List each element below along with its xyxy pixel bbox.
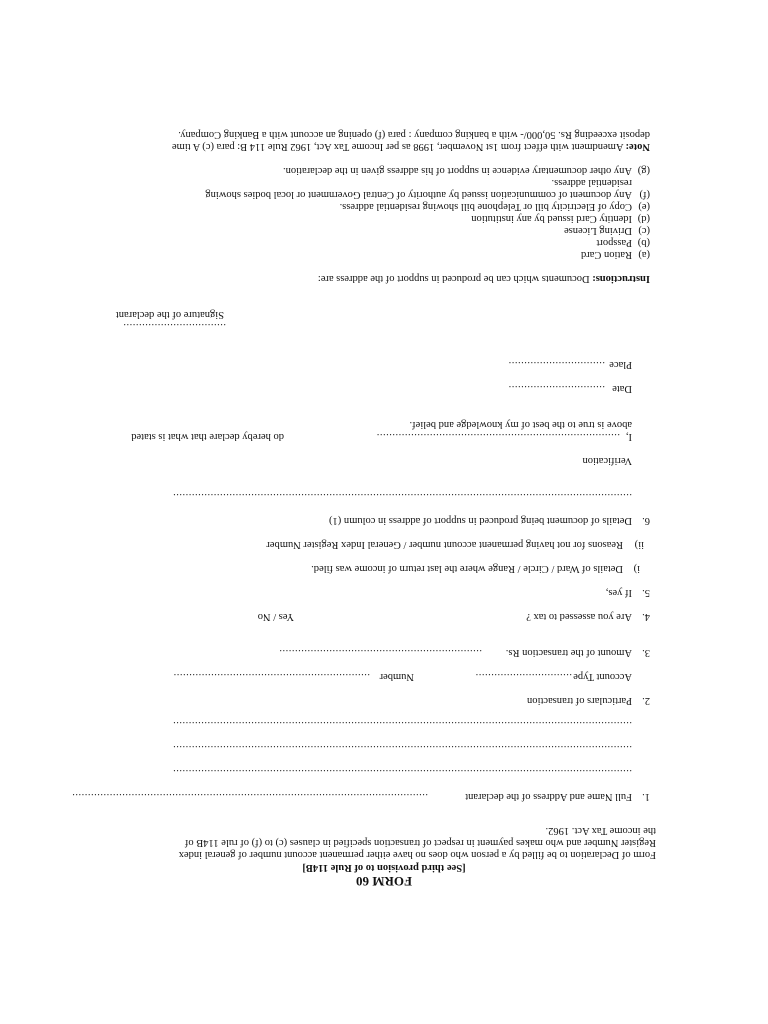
- q1-number: 1.: [642, 791, 650, 802]
- q5-ii-label: Reasons for not having permanent account number / General Index Register Number: [266, 539, 623, 550]
- declarant-name-field[interactable]: ..............................................................................: [376, 431, 620, 442]
- q3-number: 3.: [642, 647, 650, 658]
- form-subtitle: [See third provision to of Rule 114B]: [302, 862, 466, 873]
- q5-number: 5.: [642, 587, 650, 598]
- verification-text-1: do hereby declare that what is stated: [131, 431, 284, 442]
- account-type-label: Account Type: [573, 671, 632, 682]
- address-line-3[interactable]: ...................................................................................................................................................: [172, 719, 632, 730]
- instructions-label: Instructions:: [592, 273, 650, 284]
- q1-label: Full Name and Address of the declarant: [465, 791, 632, 802]
- doc-item: (b)Passport: [596, 237, 650, 248]
- q3-label: Amount of the transaction Rs.: [505, 647, 632, 658]
- date-label: Date: [612, 383, 632, 394]
- doc-item: (g)Any other documentary evidence in support of his address given in the declaration.: [282, 165, 650, 176]
- q4-label: Are you assessed to tax ?: [526, 611, 632, 622]
- q1-name-field[interactable]: ..................................................................................................................: [71, 791, 428, 802]
- intro-line-3: the income Tax Act. 1962.: [545, 825, 656, 836]
- q5-label: If yes,: [605, 587, 632, 598]
- q4-number: 4.: [642, 611, 650, 622]
- document-details-field[interactable]: ...................................................................................................................................................: [172, 491, 632, 502]
- verification-title: Verification: [582, 455, 632, 466]
- address-line-2[interactable]: ...................................................................................................................................................: [172, 743, 632, 754]
- doc-item: (e)Copy of Electricity bill or Telephone bill showing residential address.: [339, 201, 650, 212]
- account-type-field[interactable]: ...............................: [475, 671, 572, 682]
- doc-item: (c)Driving License: [564, 225, 650, 236]
- intro-line-1: Form of Declaration to be filled by a person who does no have either permanent account number of general index: [178, 849, 656, 860]
- verification-text-2: above is true to the best of my knowledge and belief.: [409, 419, 632, 430]
- q2-label: Particulars of transaction: [527, 695, 632, 706]
- place-field[interactable]: ...............................: [508, 359, 605, 370]
- instructions-text: Documents which can be produced in support of the address are:: [317, 273, 590, 284]
- q6-label: Details of document being produced in support of address in column (1): [329, 515, 632, 526]
- verification-i: I,: [625, 431, 632, 442]
- account-number-field[interactable]: ...............................................................: [173, 671, 370, 682]
- address-line-1[interactable]: ...................................................................................................................................................: [172, 767, 632, 778]
- signature-label: Signature of the declarant: [115, 309, 224, 320]
- q4-yes-no[interactable]: Yes / No: [257, 611, 294, 622]
- number-label: Number: [379, 671, 414, 682]
- intro-line-2: Register Number and who makes payment in respect of transaction specified in clauses (c) to (f) of rule 114B of: [184, 837, 656, 848]
- doc-item: (d)Identity Card issued by any institution: [471, 213, 650, 224]
- form-title: FORM 60: [356, 874, 412, 889]
- q5-i-label: Details of Ward / Circle / Range where the last return of income was filed.: [311, 563, 623, 574]
- doc-item: (a)Ration Card: [580, 249, 650, 260]
- doc-item: (f)Any document of communication issued by authority of Central Government or local bodies showing: [205, 189, 650, 200]
- instructions: [318, 272, 650, 284]
- note-line-1: [172, 140, 650, 152]
- doc-item: residential address.: [551, 177, 632, 188]
- q2-number: 2.: [642, 695, 650, 706]
- q6-number: 6.: [642, 515, 650, 526]
- q5-ii-number: ii): [634, 539, 644, 550]
- amount-field[interactable]: .................................................................: [278, 647, 482, 658]
- note-label: Note:: [625, 141, 650, 152]
- signature-field[interactable]: .................................: [122, 321, 226, 332]
- date-field[interactable]: ...............................: [508, 383, 605, 394]
- note-text-1: Amendment with effect from 1st November, 1998 as per Income Tax Act, 1962 Rule 114 B: para (c) A time: [171, 141, 624, 152]
- place-label: Place: [609, 359, 632, 370]
- q5-i-number: i): [633, 563, 640, 574]
- note-line-2: deposit exceeding Rs. 50,000/- with a banking company : para (f) opening an account with a Banking Company.: [178, 129, 650, 140]
